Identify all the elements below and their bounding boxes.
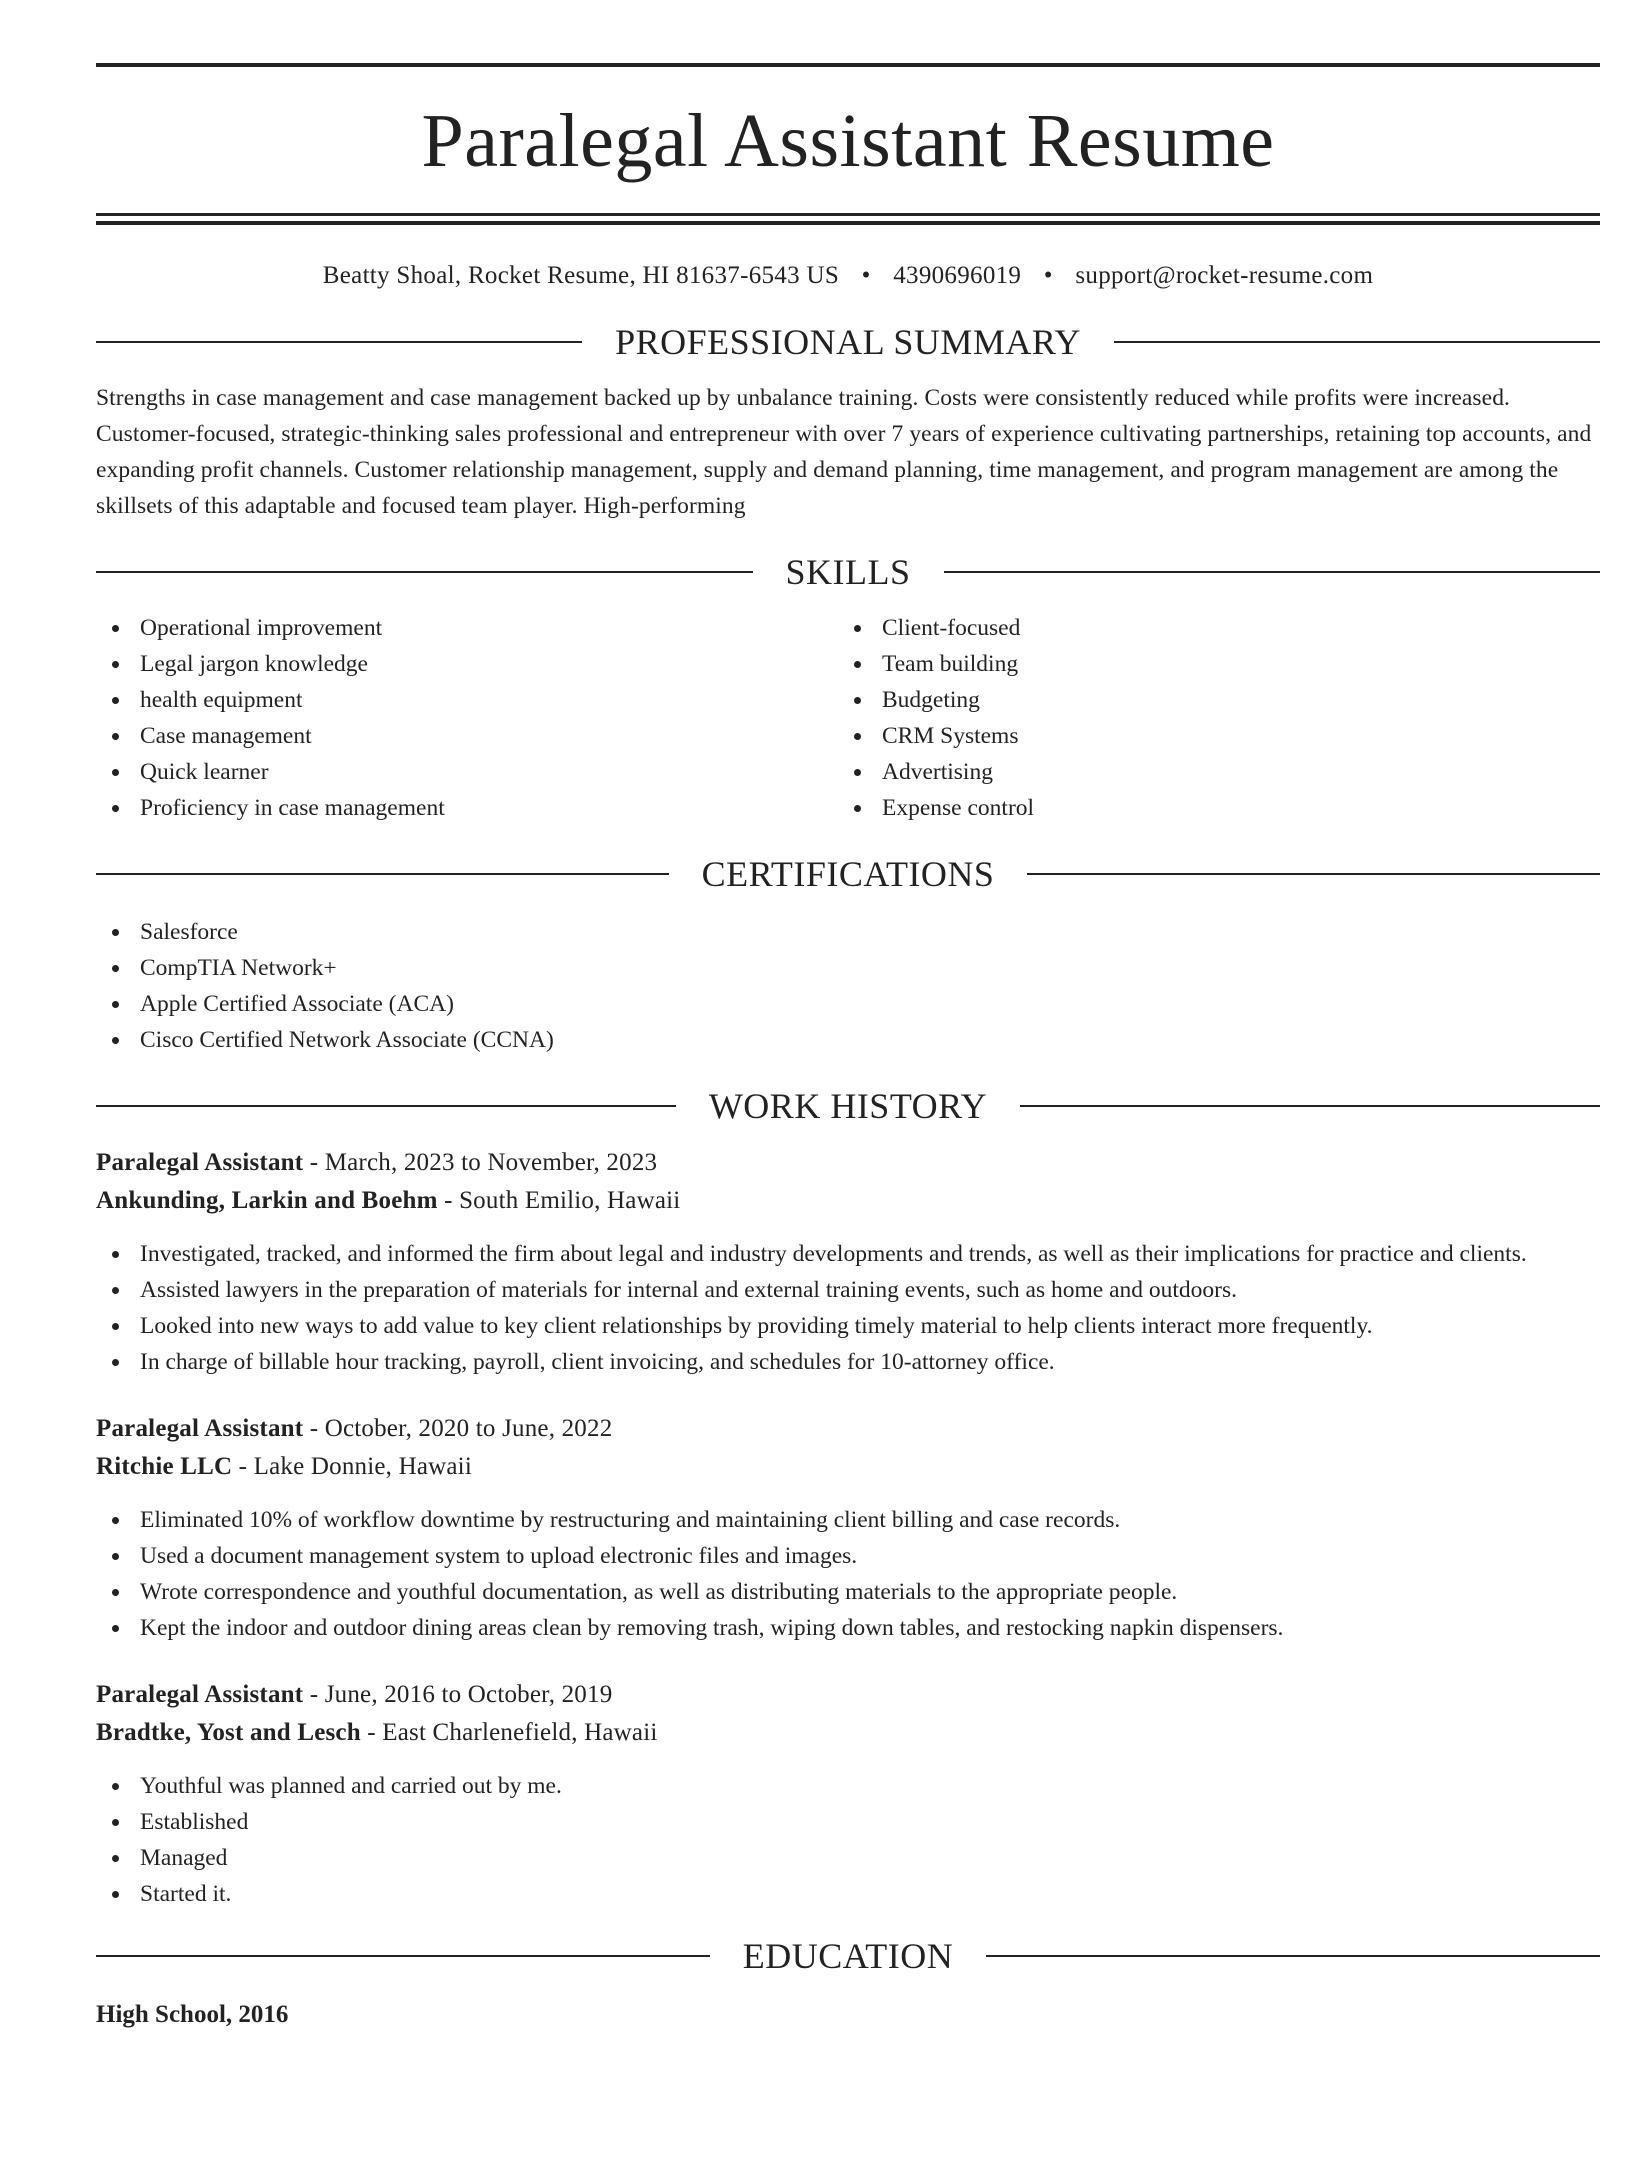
work-entry xyxy=(96,1676,1600,1912)
job-role: Paralegal Assistant xyxy=(96,1681,304,1708)
job-company-line xyxy=(96,1448,1600,1486)
job-duties-list xyxy=(96,1768,1600,1912)
job-duty: Assisted lawyers in the preparation of materials for internal and external training events, such as home and outdoors. xyxy=(96,1272,1600,1308)
job-duty: In charge of billable hour tracking, payroll, client invoicing, and schedules for 10-attorney office. xyxy=(96,1344,1600,1380)
summary-heading-label: PROFESSIONAL SUMMARY xyxy=(615,322,1081,362)
job-role: Paralegal Assistant xyxy=(96,1149,304,1176)
work-heading-label: WORK HISTORY xyxy=(708,1086,988,1126)
skill-item: health equipment xyxy=(96,682,838,718)
job-location: - Lake Donnie, Hawaii xyxy=(232,1453,472,1480)
skill-item: Legal jargon knowledge xyxy=(96,646,838,682)
job-duties-list xyxy=(96,1502,1600,1646)
work-entry xyxy=(96,1144,1600,1380)
job-duty: Established xyxy=(96,1804,1600,1840)
work-section-heading xyxy=(96,1088,1600,1124)
certifications-heading-label: CERTIFICATIONS xyxy=(701,854,995,894)
skill-item: Advertising xyxy=(838,754,1580,790)
job-role: Paralegal Assistant xyxy=(96,1415,304,1442)
summary-text: Strengths in case management and case management backed up by unbalance training. Costs were consistently reduced while profits were increased. Customer-focused, strategic-thinking sales professional and entrepreneur with over 7 years of experience cultivating partnerships, retaining top accounts, and expanding profit channels. Customer relationship management, supply and demand planning, time management, and program management are among the skillsets of this adaptable and focused team player. High-performing xyxy=(96,385,1592,519)
skill-item: Team building xyxy=(838,646,1580,682)
contact-address: Beatty Shoal, Rocket Resume, HI 81637-6543 US xyxy=(322,262,840,289)
job-duty: Started it. xyxy=(96,1876,1600,1912)
skill-item: Operational improvement xyxy=(96,610,838,646)
job-duties-list xyxy=(96,1236,1600,1380)
skills-column-left xyxy=(96,610,838,826)
skill-item: Client-focused xyxy=(838,610,1580,646)
job-dates: - March, 2023 to November, 2023 xyxy=(303,1149,658,1176)
job-duty: Investigated, tracked, and informed the firm about legal and industry developments and trends, as well as their implications for practice and clients. xyxy=(96,1236,1600,1272)
work-entry xyxy=(96,1410,1600,1646)
education-school: High School, 2016 xyxy=(96,2001,289,2028)
contact-separator: • xyxy=(1043,262,1053,289)
education-section-heading xyxy=(96,1938,1600,1974)
resume-content xyxy=(96,63,1600,2034)
contact-email: support@rocket-resume.com xyxy=(1075,262,1374,289)
job-location: - East Charlenefield, Hawaii xyxy=(360,1719,658,1746)
job-duty: Kept the indoor and outdoor dining areas clean by removing trash, wiping down tables, and restocking napkin dispensers. xyxy=(96,1610,1600,1646)
skill-item: Budgeting xyxy=(838,682,1580,718)
contact-separator: • xyxy=(861,262,871,289)
job-location: - South Emilio, Hawaii xyxy=(437,1187,681,1214)
education-entry xyxy=(96,1996,1600,2034)
summary-section-heading xyxy=(96,324,1600,360)
title-double-rule xyxy=(96,213,1600,225)
top-rule xyxy=(96,63,1600,67)
job-duty: Eliminated 10% of workflow downtime by restructuring and maintaining client billing and case records. xyxy=(96,1502,1600,1538)
certifications-list xyxy=(96,914,1600,1058)
skills-heading-label: SKILLS xyxy=(785,552,911,592)
job-duty: Wrote correspondence and youthful documentation, as well as distributing materials to the appropriate people. xyxy=(96,1574,1600,1610)
job-company: Ritchie LLC xyxy=(96,1453,233,1480)
certification-item: CompTIA Network+ xyxy=(96,950,1600,986)
skills-list xyxy=(96,610,1600,826)
skill-item: Proficiency in case management xyxy=(96,790,838,826)
certification-item: Salesforce xyxy=(96,914,1600,950)
skills-section-heading xyxy=(96,554,1600,590)
job-company: Ankunding, Larkin and Boehm xyxy=(96,1187,438,1214)
certifications-section-heading xyxy=(96,856,1600,892)
job-duty: Used a document management system to upload electronic files and images. xyxy=(96,1538,1600,1574)
job-company: Bradtke, Yost and Lesch xyxy=(96,1719,361,1746)
contact-phone: 4390696019 xyxy=(893,262,1022,289)
resume-title: Paralegal Assistant Resume xyxy=(421,99,1275,183)
job-duty: Managed xyxy=(96,1840,1600,1876)
skill-item: CRM Systems xyxy=(838,718,1580,754)
certification-item: Apple Certified Associate (ACA) xyxy=(96,986,1600,1022)
job-duty: Looked into new ways to add value to key client relationships by providing timely material to help clients interact more frequently. xyxy=(96,1308,1600,1344)
job-duty: Youthful was planned and carried out by me. xyxy=(96,1768,1600,1804)
job-company-line xyxy=(96,1182,1600,1220)
certification-item: Cisco Certified Network Associate (CCNA) xyxy=(96,1022,1600,1058)
job-dates: - October, 2020 to June, 2022 xyxy=(303,1415,613,1442)
skill-item: Case management xyxy=(96,718,838,754)
job-title-line xyxy=(96,1144,1600,1182)
job-title-line xyxy=(96,1676,1600,1714)
skill-item: Quick learner xyxy=(96,754,838,790)
job-company-line xyxy=(96,1714,1600,1752)
contact-line xyxy=(96,262,1600,290)
resume-page xyxy=(32,63,1600,2034)
job-dates: - June, 2016 to October, 2019 xyxy=(303,1681,613,1708)
job-title-line xyxy=(96,1410,1600,1448)
skills-column-right xyxy=(838,610,1580,826)
skill-item: Expense control xyxy=(838,790,1580,826)
education-heading-label: EDUCATION xyxy=(742,1936,954,1976)
